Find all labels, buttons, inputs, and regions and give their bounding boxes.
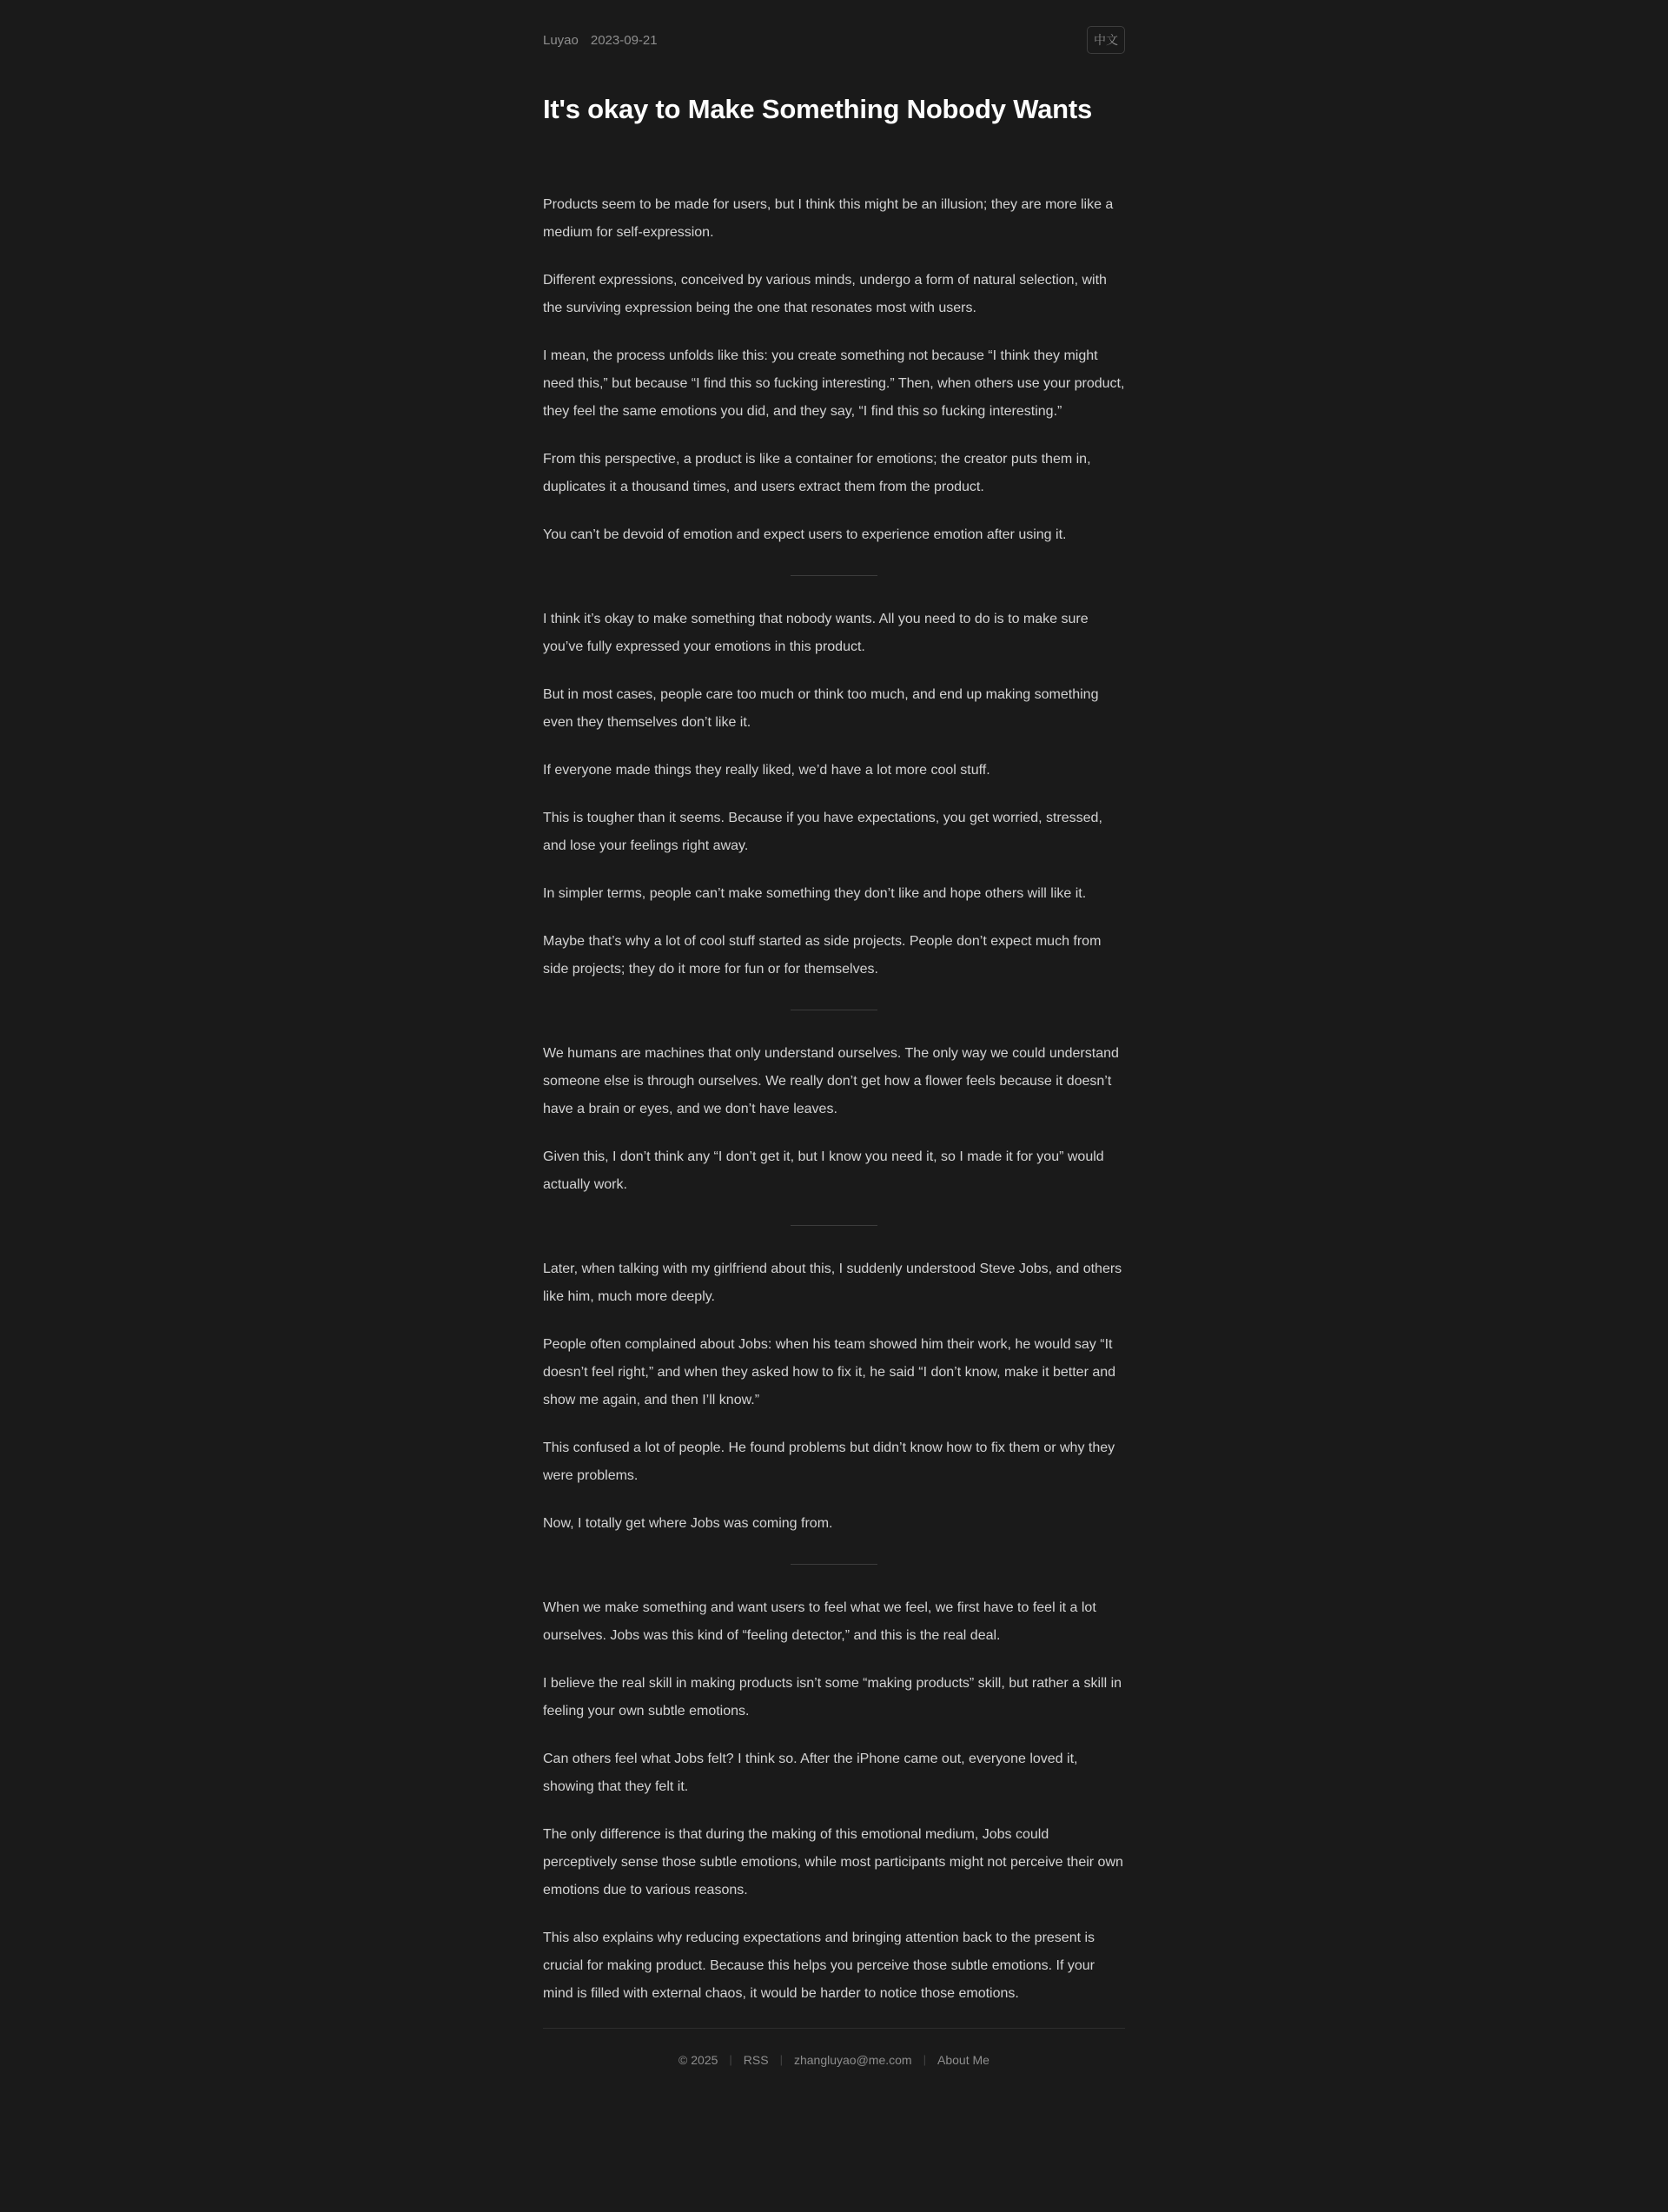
footer-link[interactable]: RSS xyxy=(743,2053,769,2067)
paragraph: This also explains why reducing expectations and bringing attention back to the present is crucial for making product. Because this helps you perceive those subtle emotions. If your mind is filled with external chaos, it would be harder to notice those emotions. xyxy=(543,1931,1095,2001)
paragraph: From this perspective, a product is like a container for emotions; the creator puts them in, duplicates it a thousand times, and users extract them from the product. xyxy=(543,452,1091,494)
post-meta xyxy=(543,33,658,48)
page-title: It's okay to Make Something Nobody Wants xyxy=(543,94,1093,124)
section-divider xyxy=(791,1564,877,1565)
paragraph: This is tougher than it seems. Because if you have expectations, you get worried, stressed, and lose your feelings right away. xyxy=(543,811,1102,853)
footer-divider xyxy=(543,2028,1125,2029)
article-container xyxy=(543,0,1125,2129)
paragraph: I mean, the process unfolds like this: you create something not because “I think they might need this,” but because “I find this so fucking interesting.” Then, when others use your product, they feel the same emotions you did, and they say, “I find this so fucking interesting.” xyxy=(543,348,1125,419)
author: Luyao xyxy=(543,32,579,48)
paragraph: Maybe that’s why a lot of cool stuff started as side projects. People don’t expect much from side projects; they do it more for fun or for themselves. xyxy=(543,934,1102,977)
section-divider xyxy=(791,575,877,576)
footer-separator: | xyxy=(779,2053,783,2066)
post-header xyxy=(543,26,1125,54)
paragraph: Now, I totally get where Jobs was coming from. xyxy=(543,1516,833,1531)
footer-link[interactable]: zhangluyao@me.com xyxy=(793,2053,912,2067)
paragraph: When we make something and want users to feel what we feel, we first have to feel it a lot ourselves. Jobs was this kind of “feeling detector,” and this is the real deal. xyxy=(543,1600,1096,1643)
paragraph: I believe the real skill in making products isn’t some “making products” skill, but rather a skill in feeling your own subtle emotions. xyxy=(543,1676,1122,1719)
footer-separator: | xyxy=(729,2053,732,2066)
footer-separator: | xyxy=(923,2053,926,2066)
paragraph: But in most cases, people care too much or think too much, and end up making something even they themselves don’t like it. xyxy=(543,687,1099,730)
paragraph: Products seem to be made for users, but I think this might be an illusion; they are more like a medium for self-expression. xyxy=(543,197,1114,240)
paragraph: People often complained about Jobs: when his team showed him their work, he would say “It doesn’t feel right,” and when they asked how to fix it, he said “I don’t know, make it better and show me again, and then I’ll know.” xyxy=(543,1337,1116,1407)
footer-link[interactable]: About Me xyxy=(937,2053,990,2067)
paragraph: I think it’s okay to make something that nobody wants. All you need to do is to make sure you’ve fully expressed your emotions in this product. xyxy=(543,612,1089,654)
paragraph: In simpler terms, people can’t make something they don’t like and hope others will like it. xyxy=(543,886,1087,901)
language-toggle-button[interactable]: 中文 xyxy=(1087,26,1125,54)
paragraph: Later, when talking with my girlfriend about this, I suddenly understood Steve Jobs, and others like him, much more deeply. xyxy=(543,1262,1122,1304)
paragraph: We humans are machines that only understand ourselves. The only way we could understand someone else is through ourselves. We really don’t get how a flower feels because it doesn’t have a brain or eyes, and we don’t have leaves. xyxy=(543,1046,1119,1116)
article-body xyxy=(543,191,1125,2008)
paragraph: The only difference is that during the making of this emotional medium, Jobs could perceptively sense those subtle emotions, while most participants might not perceive their own emotions due to various reasons. xyxy=(543,1827,1123,1897)
post-date: 2023-09-21 xyxy=(590,32,658,48)
paragraph: Given this, I don’t think any “I don’t get it, but I know you need it, so I made it for you” would actually work. xyxy=(543,1149,1104,1192)
paragraph: This confused a lot of people. He found problems but didn’t know how to fix them or why they were problems. xyxy=(543,1440,1115,1483)
footer-links xyxy=(543,2051,1125,2069)
paragraph: Different expressions, conceived by various minds, undergo a form of natural selection, with the surviving expression being the one that resonates most with users. xyxy=(543,273,1107,315)
footer xyxy=(543,2028,1125,2069)
paragraph: If everyone made things they really liked, we’d have a lot more cool stuff. xyxy=(543,763,990,778)
paragraph: You can’t be devoid of emotion and expect users to experience emotion after using it. xyxy=(543,527,1067,542)
copyright: © 2025 xyxy=(678,2053,718,2067)
section-divider xyxy=(791,1225,877,1226)
paragraph: Can others feel what Jobs felt? I think so. After the iPhone came out, everyone loved it, showing that they felt it. xyxy=(543,1752,1078,1794)
